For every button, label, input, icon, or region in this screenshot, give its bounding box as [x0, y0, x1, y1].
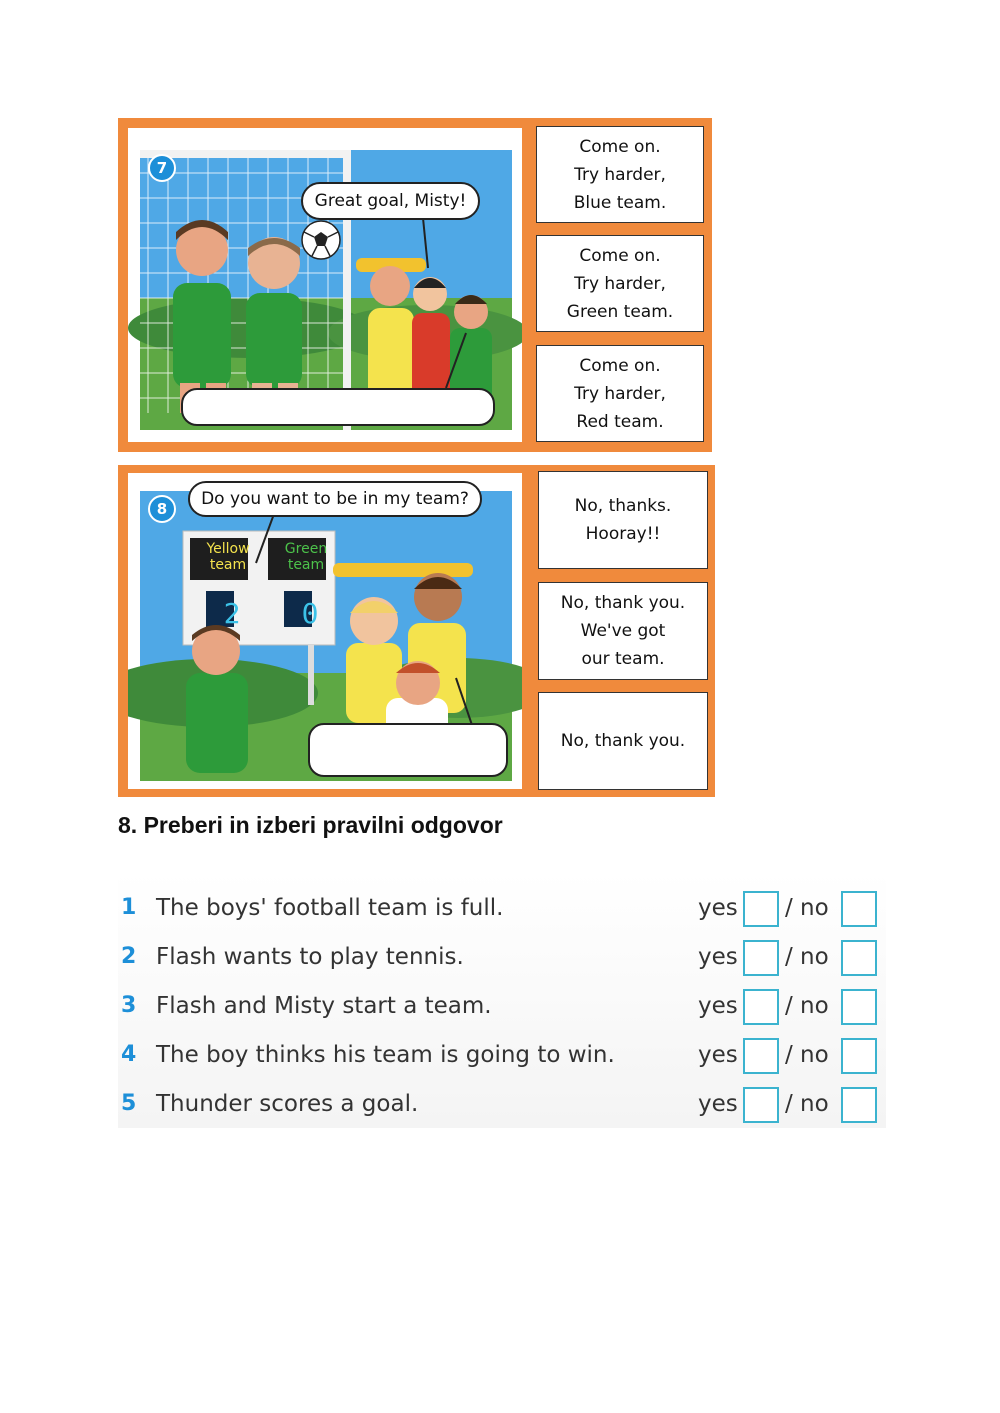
player-goalkeeper: [246, 237, 302, 413]
question-number: 5: [121, 1091, 137, 1116]
comic-panel-7: [118, 118, 712, 452]
question-text: Thunder scores a goal.: [156, 1091, 419, 1117]
question-number: 1: [121, 895, 137, 920]
option-8-1[interactable]: [538, 471, 708, 569]
boy-green-shirt: [186, 625, 248, 773]
no-label: / no: [785, 895, 829, 921]
option-8-3[interactable]: [538, 692, 708, 790]
panel-number-badge: 8: [148, 495, 176, 523]
scene-7-frame: [128, 128, 522, 442]
answer-drop-zone[interactable]: [308, 723, 508, 777]
scoreboard-team2-label: Green team: [284, 541, 328, 573]
no-label: / no: [785, 993, 829, 1019]
option-text: Come on. Try harder, Green team.: [566, 245, 674, 322]
panel-number-badge: 7: [148, 154, 176, 182]
no-checkbox[interactable]: [841, 1038, 877, 1074]
option-8-2[interactable]: [538, 582, 708, 680]
yes-label: yes: [698, 1042, 738, 1068]
quiz-row: [118, 936, 886, 980]
option-text: Come on. Try harder, Blue team.: [573, 136, 667, 213]
scoreboard-score1: 2: [223, 597, 241, 630]
option-7-1[interactable]: [536, 126, 704, 223]
no-checkbox[interactable]: [841, 989, 877, 1025]
yes-checkbox[interactable]: [743, 891, 779, 927]
question-text: The boys' football team is full.: [156, 895, 504, 921]
yes-no-quiz: [118, 872, 886, 1128]
option-text: No, thanks. Hooray!!: [574, 496, 672, 544]
answer-drop-zone[interactable]: [181, 388, 495, 426]
quiz-row: [118, 985, 886, 1029]
exercise-heading: 8. Preberi in izberi pravilni odgovor: [118, 812, 503, 838]
player-boy-left: [173, 220, 231, 413]
yes-label: yes: [698, 993, 738, 1019]
option-text: Come on. Try harder, Red team.: [574, 355, 666, 432]
yes-checkbox[interactable]: [743, 1087, 779, 1123]
yes-label: yes: [698, 944, 738, 970]
scoreboard-score2: 0: [301, 597, 319, 630]
quiz-row: [118, 887, 886, 931]
scene-8-frame: [128, 473, 522, 789]
no-checkbox[interactable]: [841, 940, 877, 976]
yes-checkbox[interactable]: [743, 989, 779, 1025]
scoreboard-team1-label: Yellow team: [206, 541, 250, 573]
option-7-2[interactable]: [536, 235, 704, 332]
speech-bubble: Do you want to be in my team?: [188, 481, 482, 517]
yes-checkbox[interactable]: [743, 940, 779, 976]
quiz-row: [118, 1083, 886, 1127]
no-label: / no: [785, 1091, 829, 1117]
question-number: 2: [121, 944, 137, 969]
option-text: No, thank you. We've got our team.: [560, 593, 686, 669]
option-7-3[interactable]: [536, 345, 704, 442]
soccer-ball: [302, 221, 340, 259]
question-number: 3: [121, 993, 137, 1018]
question-text: The boy thinks his team is going to win.: [156, 1042, 615, 1068]
yes-checkbox[interactable]: [743, 1038, 779, 1074]
yes-label: yes: [698, 895, 738, 921]
speech-bubble: Great goal, Misty!: [301, 182, 480, 220]
question-number: 4: [121, 1042, 137, 1067]
quiz-row: [118, 1034, 886, 1078]
no-checkbox[interactable]: [841, 1087, 877, 1123]
no-checkbox[interactable]: [841, 891, 877, 927]
no-label: / no: [785, 944, 829, 970]
question-text: Flash and Misty start a team.: [156, 993, 492, 1019]
yes-label: yes: [698, 1091, 738, 1117]
no-label: / no: [785, 1042, 829, 1068]
option-text: No, thank you.: [560, 731, 686, 751]
comic-panel-8: [118, 465, 715, 797]
question-text: Flash wants to play tennis.: [156, 944, 464, 970]
